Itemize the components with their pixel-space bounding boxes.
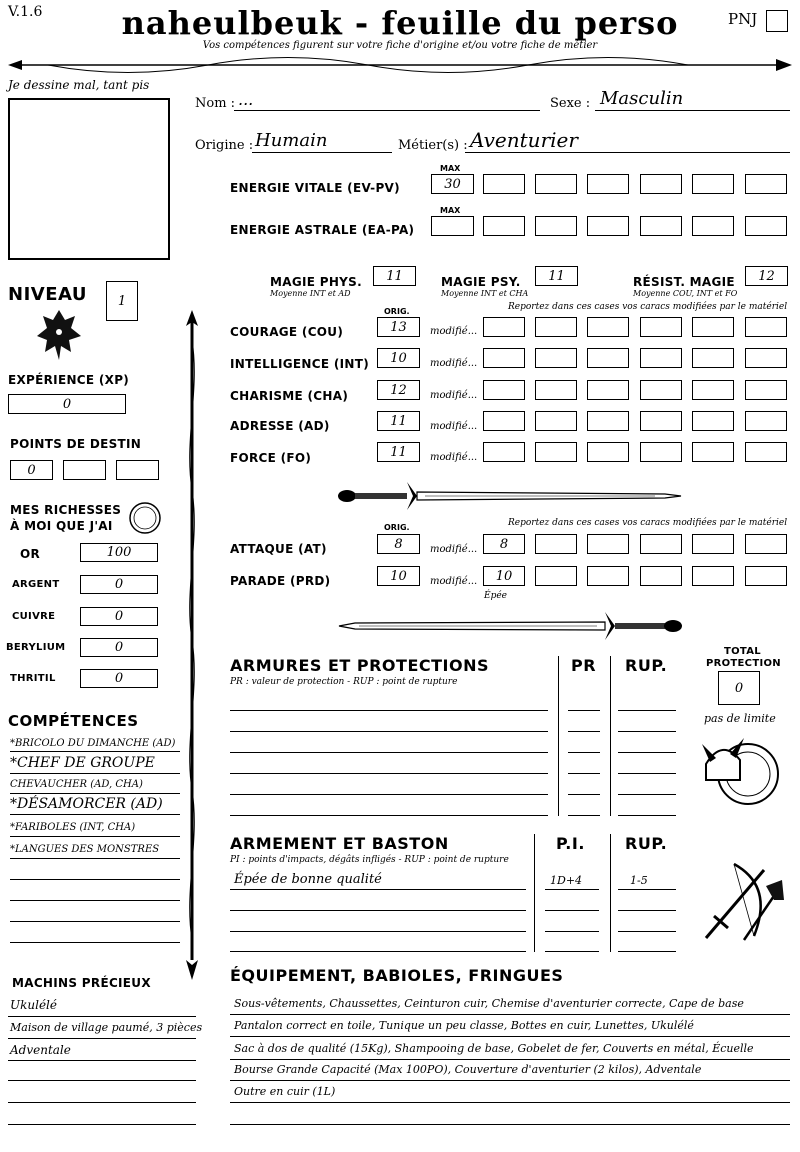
carac-mod-box[interactable] xyxy=(692,348,734,368)
portrait-caption: Je dessine mal, tant pis xyxy=(8,78,150,92)
page-title: naheulbeuk - feuille du perso xyxy=(121,4,679,42)
carac-orig[interactable]: 10 xyxy=(377,348,420,368)
carac-mod-box[interactable] xyxy=(692,442,734,462)
argent-value[interactable]: 0 xyxy=(80,575,158,594)
competence-item[interactable]: *LANGUES DES MONSTRES xyxy=(10,844,160,855)
sexe-label: Sexe : xyxy=(550,96,591,111)
ea-max-box[interactable] xyxy=(431,216,474,236)
ea-box[interactable] xyxy=(692,216,734,236)
carac-mod-box[interactable] xyxy=(483,442,525,462)
armure-line[interactable] xyxy=(230,710,548,711)
armure-rup-line[interactable] xyxy=(618,773,676,774)
ea-box[interactable] xyxy=(535,216,577,236)
attaque-modifie-label: modifié... xyxy=(430,544,478,555)
armure-pr-line[interactable] xyxy=(568,752,600,753)
origine-value[interactable]: Humain xyxy=(255,130,328,151)
version-label: V.1.6 xyxy=(8,4,43,20)
pnj-label: PNJ xyxy=(728,10,758,28)
armure-line[interactable] xyxy=(230,731,548,732)
attaque-mod-box[interactable] xyxy=(535,534,577,554)
armures-title: ARMURES ET PROTECTIONS xyxy=(230,656,489,675)
arme-pi-line[interactable] xyxy=(545,951,599,952)
armure-pr-line[interactable] xyxy=(568,815,600,816)
armure-rup-line[interactable] xyxy=(618,710,676,711)
thritil-value[interactable]: 0 xyxy=(80,669,158,688)
ev-box[interactable] xyxy=(745,174,787,194)
machin-line xyxy=(8,1080,196,1081)
competence-item[interactable]: *DÉSAMORCER (AD) xyxy=(10,796,163,812)
ev-box[interactable] xyxy=(587,174,629,194)
magie-psy-value[interactable]: 11 xyxy=(535,266,578,286)
carac-mod-box[interactable] xyxy=(587,348,629,368)
ea-label: ENERGIE ASTRALE (EA-PA) xyxy=(230,223,415,237)
machin-line xyxy=(8,1016,196,1017)
magie-phys-value[interactable]: 11 xyxy=(373,266,416,286)
or-label: OR xyxy=(20,547,41,561)
parade-mod-box[interactable]: 10 xyxy=(483,566,525,586)
experience-label: EXPÉRIENCE (XP) xyxy=(8,373,130,387)
armure-line[interactable] xyxy=(230,815,548,816)
arme-pi[interactable]: 1D+4 xyxy=(550,874,583,887)
arme-line[interactable] xyxy=(230,951,526,952)
carac-mod-box[interactable] xyxy=(640,317,682,337)
ev-box[interactable] xyxy=(483,174,525,194)
armure-rup-line[interactable] xyxy=(618,752,676,753)
armure-line[interactable] xyxy=(230,773,548,774)
carac-orig[interactable]: 13 xyxy=(377,317,420,337)
machin-item[interactable]: Maison de village paumé, 3 pièces xyxy=(10,1021,203,1034)
ea-box[interactable] xyxy=(640,216,682,236)
equipement-line xyxy=(230,1059,790,1060)
carac-name: COURAGE (COU) xyxy=(230,325,344,339)
parade-modifie-label: modifié... xyxy=(430,576,478,587)
carac-modifie-label: modifié... xyxy=(430,452,478,463)
carac-name: ADRESSE (AD) xyxy=(230,419,330,433)
thritil-label: THRITIL xyxy=(10,673,56,684)
origine-underline xyxy=(252,152,392,153)
equipement-line xyxy=(230,1014,790,1015)
parade-orig[interactable]: 10 xyxy=(377,566,420,586)
arme-pi-line[interactable] xyxy=(545,931,599,932)
machin-item[interactable]: Adventale xyxy=(10,1043,71,1057)
magie-psy-label: MAGIE PSY. xyxy=(441,275,521,289)
arme-rup[interactable]: 1-5 xyxy=(630,874,648,887)
carac-mod-box[interactable] xyxy=(692,411,734,431)
ev-box[interactable] xyxy=(535,174,577,194)
niveau-label: NIVEAU xyxy=(8,284,87,305)
carac-mod-box[interactable] xyxy=(745,348,787,368)
equipement-line xyxy=(230,1036,790,1037)
armement-title: ARMEMENT ET BASTON xyxy=(230,834,449,853)
competence-line xyxy=(10,814,180,815)
armure-line[interactable] xyxy=(230,752,548,753)
metier-label: Métier(s) : xyxy=(398,138,468,153)
carac-modifie-label: modifié... xyxy=(430,421,478,432)
dragon-icon xyxy=(35,306,83,364)
competence-line xyxy=(10,836,180,837)
richesses-label-1: MES RICHESSES xyxy=(10,503,122,517)
arme-rup-line[interactable] xyxy=(618,951,676,952)
carac-mod-box[interactable] xyxy=(745,380,787,400)
pas-de-limite-label: pas de limite xyxy=(704,712,776,725)
carac-mod-box[interactable] xyxy=(745,317,787,337)
arme-line[interactable] xyxy=(230,931,526,932)
equipement-line-text[interactable]: Sous-vêtements, Chaussettes, Ceinturon cuir, Chemise d'aventurier correcte, Cape de base xyxy=(234,997,744,1010)
spear-ornament-icon xyxy=(8,50,792,80)
resist-magie-value[interactable]: 12 xyxy=(745,266,788,286)
carac-mod-box[interactable] xyxy=(640,442,682,462)
carac-mod-box[interactable] xyxy=(745,411,787,431)
sexe-underline xyxy=(595,110,790,111)
combat-orig-label: ORIG. xyxy=(384,523,410,532)
arme-pi-line[interactable] xyxy=(545,910,599,911)
machin-line xyxy=(8,1038,196,1039)
ev-max-box[interactable]: 30 xyxy=(431,174,474,194)
armement-divider xyxy=(610,834,611,952)
arme-rup-line[interactable] xyxy=(618,931,676,932)
richesses-label-2: À MOI QUE J'AI xyxy=(10,519,113,533)
armures-col-rup: RUP. xyxy=(625,656,668,675)
carac-orig[interactable]: 11 xyxy=(377,411,420,431)
helmet-shield-icon xyxy=(696,724,786,814)
ev-max-label: MAX xyxy=(440,164,461,173)
parade-mod-box[interactable] xyxy=(745,566,787,586)
carac-mod-box[interactable] xyxy=(535,317,577,337)
attaque-mod-box[interactable] xyxy=(587,534,629,554)
resist-magie-label: RÉSIST. MAGIE xyxy=(633,275,735,289)
machins-label: MACHINS PRÉCIEUX xyxy=(12,976,151,990)
competence-item[interactable]: *FARIBOLES (INT, CHA) xyxy=(10,822,136,833)
attaque-mod-box[interactable] xyxy=(745,534,787,554)
equipement-line-text[interactable]: Pantalon correct en toile, Tunique un peu classe, Bottes en cuir, Lunettes, Ukulélé xyxy=(234,1019,694,1032)
equipement-line[interactable] xyxy=(230,1124,790,1125)
armement-subtitle: PI : points d'impacts, dégâts infligés - RUP : point de rupture xyxy=(230,855,509,865)
carac-mod-box[interactable] xyxy=(483,317,525,337)
arme-line[interactable] xyxy=(230,910,526,911)
competence-item[interactable]: CHEVAUCHER (AD, CHA) xyxy=(10,779,143,790)
armement-col-rup: RUP. xyxy=(625,834,668,853)
armure-pr-line[interactable] xyxy=(568,794,600,795)
competence-item[interactable]: *BRICOLO DU DIMANCHE (AD) xyxy=(10,738,176,749)
origine-label: Origine : xyxy=(195,138,254,153)
parade-mod-box[interactable] xyxy=(587,566,629,586)
destin-box[interactable] xyxy=(116,460,159,480)
machin-item[interactable]: Ukulélé xyxy=(10,998,57,1012)
competence-line xyxy=(10,793,180,794)
destin-box[interactable]: 0 xyxy=(10,460,53,480)
experience-value[interactable]: 0 xyxy=(8,394,126,414)
armement-divider xyxy=(534,834,535,952)
or-value[interactable]: 100 xyxy=(80,543,158,562)
destin-label: POINTS DE DESTIN xyxy=(10,437,142,451)
arme-name[interactable]: Épée de bonne qualité xyxy=(234,872,382,887)
ea-box[interactable] xyxy=(483,216,525,236)
competence-item[interactable]: *CHEF DE GROUPE xyxy=(10,755,155,771)
armure-line[interactable] xyxy=(230,794,548,795)
carac-modifie-label: modifié... xyxy=(430,326,478,337)
carac-mod-box[interactable] xyxy=(587,411,629,431)
total-protection-label-1: TOTAL xyxy=(724,646,761,657)
carac-orig[interactable]: 11 xyxy=(377,442,420,462)
magie-phys-label: MAGIE PHYS. xyxy=(270,275,362,289)
nom-label: Nom : xyxy=(195,96,236,111)
carac-name: CHARISME (CHA) xyxy=(230,389,349,403)
carac-mod-box[interactable] xyxy=(692,317,734,337)
carac-mod-box[interactable] xyxy=(692,380,734,400)
armure-pr-line[interactable] xyxy=(568,731,600,732)
cuivre-value[interactable]: 0 xyxy=(80,607,158,626)
ev-box[interactable] xyxy=(640,174,682,194)
machin-line xyxy=(8,1060,196,1061)
armure-rup-line[interactable] xyxy=(618,815,676,816)
carac-name: FORCE (FO) xyxy=(230,451,312,465)
caracs-orig-label: ORIG. xyxy=(384,307,410,316)
competence-line xyxy=(10,879,180,880)
attaque-mod-box[interactable] xyxy=(692,534,734,554)
carac-mod-box[interactable] xyxy=(535,380,577,400)
cuivre-label: CUIVRE xyxy=(12,611,56,622)
nom-underline xyxy=(234,110,540,111)
carac-mod-box[interactable] xyxy=(535,442,577,462)
page-subtitle: Vos compétences figurent sur votre fiche d'origine et/ou votre fiche de métier xyxy=(202,40,598,51)
carac-mod-box[interactable] xyxy=(587,317,629,337)
nom-value[interactable]: ... xyxy=(238,90,254,109)
carac-modifie-label: modifié... xyxy=(430,390,478,401)
spear-icon xyxy=(180,310,204,980)
carac-mod-box[interactable] xyxy=(535,348,577,368)
carac-name: INTELLIGENCE (INT) xyxy=(230,357,369,371)
equipement-line xyxy=(230,1102,790,1103)
sword-icon xyxy=(335,478,685,514)
sexe-value[interactable]: Masculin xyxy=(600,88,684,109)
carac-mod-box[interactable] xyxy=(587,380,629,400)
equipement-line xyxy=(230,1080,790,1081)
attaque-orig[interactable]: 8 xyxy=(377,534,420,554)
competence-line xyxy=(10,858,180,859)
competence-line xyxy=(10,751,180,752)
equipement-title: ÉQUIPEMENT, BABIOLES, FRINGUES xyxy=(230,966,564,985)
arme-pi-line xyxy=(545,889,599,890)
berylium-label: BERYLIUM xyxy=(6,642,66,653)
parade-mod-box[interactable] xyxy=(535,566,577,586)
armures-subtitle: PR : valeur de protection - RUP : point de rupture xyxy=(230,677,458,687)
magie-phys-note: Moyenne INT et AD xyxy=(270,289,351,298)
metier-value[interactable]: Aventurier xyxy=(470,128,578,152)
portrait-frame[interactable] xyxy=(8,98,170,260)
arme-line xyxy=(230,889,526,890)
armures-col-pr: PR xyxy=(571,656,597,675)
magie-psy-note: Moyenne INT et CHA xyxy=(441,289,529,298)
ea-box[interactable] xyxy=(745,216,787,236)
armure-rup-line[interactable] xyxy=(618,794,676,795)
competence-line xyxy=(10,942,180,943)
destin-box[interactable] xyxy=(63,460,106,480)
niveau-value[interactable]: 1 xyxy=(106,281,138,321)
parade-mod-box[interactable] xyxy=(692,566,734,586)
carac-modifie-label: modifié... xyxy=(430,358,478,369)
metier-underline xyxy=(465,152,790,153)
parade-mod-caption: Épée xyxy=(484,591,507,601)
competence-line xyxy=(10,921,180,922)
ev-label: ENERGIE VITALE (EV-PV) xyxy=(230,181,400,195)
equipement-line-text[interactable]: Outre en cuir (1L) xyxy=(234,1085,336,1098)
pnj-checkbox[interactable] xyxy=(766,10,788,32)
argent-label: ARGENT xyxy=(12,579,60,590)
carac-mod-box[interactable] xyxy=(640,348,682,368)
total-protection-label-2: PROTECTION xyxy=(706,658,781,669)
machin-line xyxy=(8,1102,196,1103)
armure-pr-line[interactable] xyxy=(568,773,600,774)
carac-mod-box[interactable] xyxy=(640,411,682,431)
combat-note: Reportez dans ces cases vos caracs modifiées par le matériel xyxy=(508,518,788,528)
total-protection-value[interactable]: 0 xyxy=(718,671,760,705)
competence-line xyxy=(10,900,180,901)
resist-magie-note: Moyenne COU, INT et FO xyxy=(633,289,738,298)
attaque-label: ATTAQUE (AT) xyxy=(230,542,327,556)
attaque-mod-box[interactable]: 8 xyxy=(483,534,525,554)
competences-label: COMPÉTENCES xyxy=(8,712,139,730)
competence-line xyxy=(10,773,180,774)
carac-mod-box[interactable] xyxy=(587,442,629,462)
armures-divider xyxy=(610,656,611,816)
armure-rup-line[interactable] xyxy=(618,731,676,732)
weapons-icon xyxy=(694,856,786,946)
ea-box[interactable] xyxy=(587,216,629,236)
ea-max-label: MAX xyxy=(440,206,461,215)
carac-orig[interactable]: 12 xyxy=(377,380,420,400)
carac-mod-box[interactable] xyxy=(535,411,577,431)
ev-box[interactable] xyxy=(692,174,734,194)
sword-icon xyxy=(335,608,685,644)
berylium-value[interactable]: 0 xyxy=(80,638,158,657)
carac-mod-box[interactable] xyxy=(483,411,525,431)
machin-line xyxy=(8,1124,196,1125)
carac-mod-box[interactable] xyxy=(745,442,787,462)
coin-icon xyxy=(128,501,162,535)
carac-mod-box[interactable] xyxy=(640,380,682,400)
equipement-line-text[interactable]: Sac à dos de qualité (15Kg), Shampooing de base, Gobelet de fer, Couverts en métal, Écuelle xyxy=(234,1042,754,1055)
armure-pr-line[interactable] xyxy=(568,710,600,711)
attaque-mod-box[interactable] xyxy=(640,534,682,554)
arme-rup-line xyxy=(618,889,676,890)
caracs-note: Reportez dans ces cases vos caracs modifiées par le matériel xyxy=(508,302,788,312)
carac-mod-box[interactable] xyxy=(483,348,525,368)
carac-mod-box[interactable] xyxy=(483,380,525,400)
armures-divider xyxy=(558,656,559,816)
arme-rup-line[interactable] xyxy=(618,910,676,911)
parade-label: PARADE (PRD) xyxy=(230,574,331,588)
equipement-line-text[interactable]: Bourse Grande Capacité (Max 100PO), Couverture d'aventurier (2 kilos), Adventale xyxy=(234,1063,702,1076)
parade-mod-box[interactable] xyxy=(640,566,682,586)
armement-col-pi: P.I. xyxy=(556,834,585,853)
